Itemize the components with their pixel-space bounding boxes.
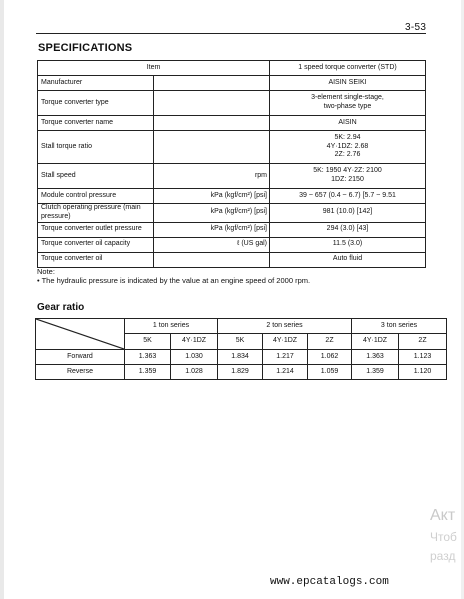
gear-ratio-table: [35, 318, 447, 380]
spec-value-line: 39 ~ 657 (0.4 ~ 6.7) [5.7 ~ 9.51: [299, 191, 396, 199]
gear-row-forward: [36, 350, 447, 365]
gear-model-header: 4Y·1DZ: [263, 334, 308, 350]
spec-row: [38, 222, 426, 237]
specifications-title: SPECIFICATIONS: [38, 42, 133, 54]
spec-value: [270, 91, 426, 116]
spec-name: Stall torque ratio: [38, 131, 154, 164]
gear-model-header: 4Y·1DZ: [171, 334, 218, 350]
gear-value: 1.359: [352, 365, 399, 380]
header-rule: [36, 33, 426, 34]
gear-model-header: 2Z: [399, 334, 447, 350]
gear-row-label: Forward: [36, 350, 125, 365]
note-text: • The hydraulic pressure is indicated by the value at an engine speed of 2000 rpm.: [37, 276, 311, 285]
spec-name: Torque converter outlet pressure: [38, 222, 154, 237]
spec-value-line: 5K: 2.94: [334, 133, 361, 141]
spec-row: [38, 131, 426, 164]
gear-value: 1.217: [263, 350, 308, 365]
spec-value: [270, 164, 426, 189]
spec-value: [270, 76, 426, 91]
gear-value: 1.363: [352, 350, 399, 365]
spec-row: [38, 237, 426, 252]
spec-unit: [154, 131, 270, 164]
gear-model-header: 5K: [125, 334, 171, 350]
spec-value-line: 11.5 (3.0): [332, 240, 363, 248]
gear-series-header: 3 ton series: [352, 319, 447, 334]
spec-value-line: 1DZ: 2150: [331, 176, 364, 183]
gear-value: 1.062: [308, 350, 352, 365]
spec-unit: rpm: [154, 164, 270, 189]
gear-value: 1.359: [125, 365, 171, 380]
spec-header-value: 1 speed torque converter (STD): [270, 61, 426, 76]
page-left-edge: [0, 0, 4, 599]
gear-value: 1.120: [399, 365, 447, 380]
spec-value-line: 5K: 1950 4Y·2Z: 2100: [313, 167, 382, 175]
spec-value-line: 3-element single-stage,: [311, 94, 384, 102]
note-label: Note:: [37, 267, 55, 276]
spec-row: [38, 164, 426, 189]
spec-value: [270, 131, 426, 164]
spec-unit: [154, 116, 270, 131]
spec-value-line: 2Z: 2.76: [334, 151, 361, 159]
gear-value: 1.030: [171, 350, 218, 365]
gear-value: 1.214: [263, 365, 308, 380]
spec-value: [270, 222, 426, 237]
spec-row: [38, 76, 426, 91]
gear-value: 1.834: [218, 350, 263, 365]
page-number: 3-53: [405, 22, 427, 33]
spec-unit: [154, 91, 270, 116]
spec-name: Torque converter oil capacity: [38, 237, 154, 252]
gear-value: 1.059: [308, 365, 352, 380]
site-footer-link[interactable]: www.epcatalogs.com: [270, 576, 389, 588]
spec-unit: [154, 76, 270, 91]
spec-unit: kPa (kgf/cm²) [psi]: [154, 222, 270, 237]
spec-value: [270, 189, 426, 204]
spec-value-line: Auto fluid: [332, 255, 363, 263]
gear-model-header: 2Z: [308, 334, 352, 350]
gear-corner-cell: [36, 319, 125, 350]
spec-row: [38, 91, 426, 116]
spec-value-line: AISIN: [338, 118, 357, 126]
spec-unit: ℓ (US gal): [154, 237, 270, 252]
gear-value: 1.829: [218, 365, 263, 380]
gear-ratio-title: Gear ratio: [37, 302, 85, 313]
spec-value-line: 294 (3.0) [43]: [326, 225, 369, 233]
spec-name: Torque converter name: [38, 116, 154, 131]
spec-header-item: Item: [38, 61, 270, 76]
spec-value-line: 4Y·1DZ: 2.68: [326, 142, 369, 150]
spec-value: [270, 116, 426, 131]
spec-value: [270, 204, 426, 223]
spec-unit: kPa (kgf/cm²) [psi]: [154, 204, 270, 223]
spec-name: Torque converter oil: [38, 252, 154, 267]
spec-value: [270, 237, 426, 252]
gear-value: 1.363: [125, 350, 171, 365]
gear-model-header: 5K: [218, 334, 263, 350]
spec-name: Stall speed: [38, 164, 154, 189]
gear-model-header: 4Y·1DZ: [352, 334, 399, 350]
spec-row: [38, 189, 426, 204]
spec-row: [38, 116, 426, 131]
gear-row-label: Reverse: [36, 365, 125, 380]
activation-watermark-line: разд: [430, 549, 456, 563]
spec-unit: [154, 252, 270, 267]
spec-value-line: two-phase type: [323, 103, 372, 110]
activation-watermark-title: Акт: [430, 507, 456, 524]
spec-name: Torque converter type: [38, 91, 154, 116]
spec-name: Module control pressure: [38, 189, 154, 204]
spec-header-row: [38, 61, 426, 76]
spec-value-line: 981 (10.0) [142]: [322, 208, 373, 216]
diagonal-line: [36, 319, 124, 349]
spec-unit: kPa (kgf/cm²) [psi]: [154, 189, 270, 204]
spec-value-line: AISIN SEIKI: [328, 78, 367, 86]
spec-name: Manufacturer: [38, 76, 154, 91]
specifications-table: [37, 60, 426, 268]
gear-value: 1.028: [171, 365, 218, 380]
gear-series-row: [36, 319, 447, 334]
gear-series-header: 1 ton series: [125, 319, 218, 334]
spec-row: [38, 252, 426, 267]
gear-value: 1.123: [399, 350, 447, 365]
gear-row-reverse: [36, 365, 447, 380]
spec-value: [270, 252, 426, 267]
spec-row: [38, 204, 426, 223]
gear-series-header: 2 ton series: [218, 319, 352, 334]
spec-name: Clutch operating pressure (main pressure): [38, 204, 154, 223]
activation-watermark-line: Чтоб: [430, 530, 457, 544]
